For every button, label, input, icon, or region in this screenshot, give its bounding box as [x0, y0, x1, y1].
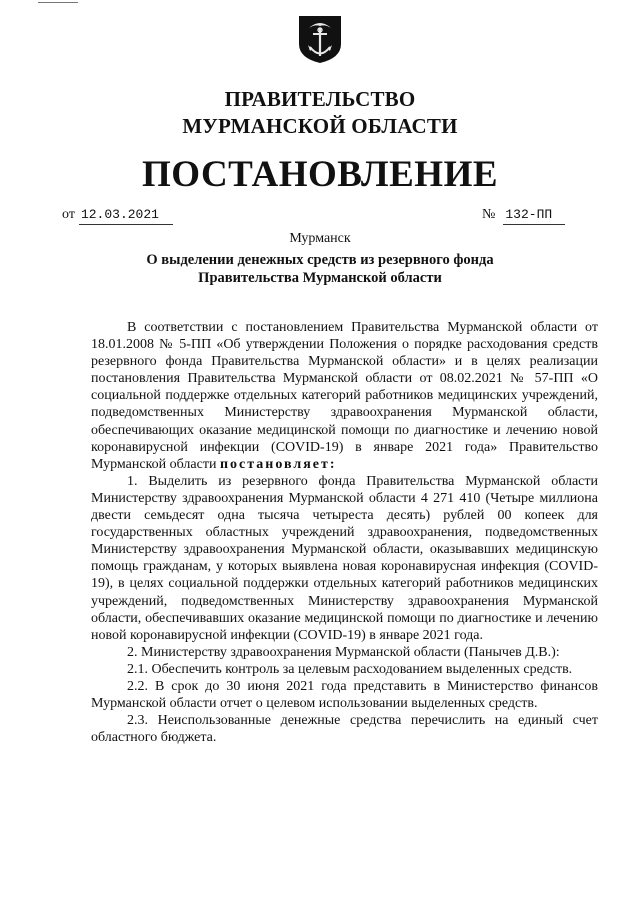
city: Мурманск: [289, 231, 351, 246]
number-value: 132-ПП: [503, 206, 565, 225]
date-value: 12.03.2021: [79, 206, 173, 225]
document-number: [482, 206, 565, 225]
paragraph-1: 1. Выделить из резервного фонда Правительства Мурманской области Министерству здравоохранения Мурманской области 4 271 410 (Четыре миллиона двести семьдесят одна тысяча четыреста десять) рублей 00 копеек для государственных областных учреждений здравоохранения, подведомственных Министерству здравоохранения Мурманской области, оказывавших медицинскую помощь гражданам, у которых выявлена новая коронавирусная инфекция (COVID-19), в целях социальной поддержки отдельных категорий работников медицинских учреждений, подведомственных Министерству здравоохранения Мурманской области, обеспечивавших оказание медицинской помощи по диагностике и лечению новой коронавирусной инфекции (COVID-19) в январе 2021 года.: [91, 473, 598, 643]
document-type: ПОСТАНОВЛЕНИЕ: [141, 154, 499, 195]
government-name: [0, 86, 640, 140]
date-prefix: от: [62, 207, 75, 222]
paragraph-2-2: 2.2. В срок до 30 июня 2021 года представить в Министерство финансов Мурманской области отчет о целевом использовании выделенных средств.: [91, 678, 598, 712]
murmansk-coat-of-arms-icon: [297, 14, 343, 64]
preamble-paragraph: [91, 319, 598, 473]
document-body: [91, 319, 598, 746]
government-name-line2: МУРМАНСКОЙ ОБЛАСТИ: [182, 114, 458, 138]
document-title-line2: Правительства Мурманской области: [198, 270, 442, 286]
document-date: [62, 206, 173, 225]
resolves-word: постановляет:: [219, 456, 337, 472]
government-name-line1: ПРАВИТЕЛЬСТВО: [224, 87, 416, 111]
document-title: [0, 251, 640, 287]
paragraph-2-3: 2.3. Неиспользованные денежные средства перечислить на единый счет областного бюджета.: [91, 713, 598, 746]
paragraph-2-1: 2.1. Обеспечить контроль за целевым расходованием выделенных средств.: [127, 661, 573, 677]
document-title-line1: О выделении денежных средств из резервного фонда: [146, 252, 494, 268]
scan-corner-mark: [38, 2, 78, 3]
number-prefix: №: [482, 207, 496, 222]
paragraph-2: 2. Министерству здравоохранения Мурманской области (Панычев Д.В.):: [127, 644, 560, 660]
preamble-text: В соответствии с постановлением Правительства Мурманской области от 18.01.2008 № 5-ПП «Об утверждении Положения о порядке расходования средств резервного фонда Правительства Мурманской области» и в целях реализации постановления Правительства Мурманской области от 08.02.2021 № 57-ПП «О социальной поддержке отдельных категорий работников медицинских учреждений, подведомственных Министерству здравоохранения Мурманской области, обеспечивающих оказание медицинской помощи по диагностике и лечению новой коронавирусной инфекции (COVID-19) в январе 2021 года» Правительство Мурманской области: [91, 320, 598, 472]
